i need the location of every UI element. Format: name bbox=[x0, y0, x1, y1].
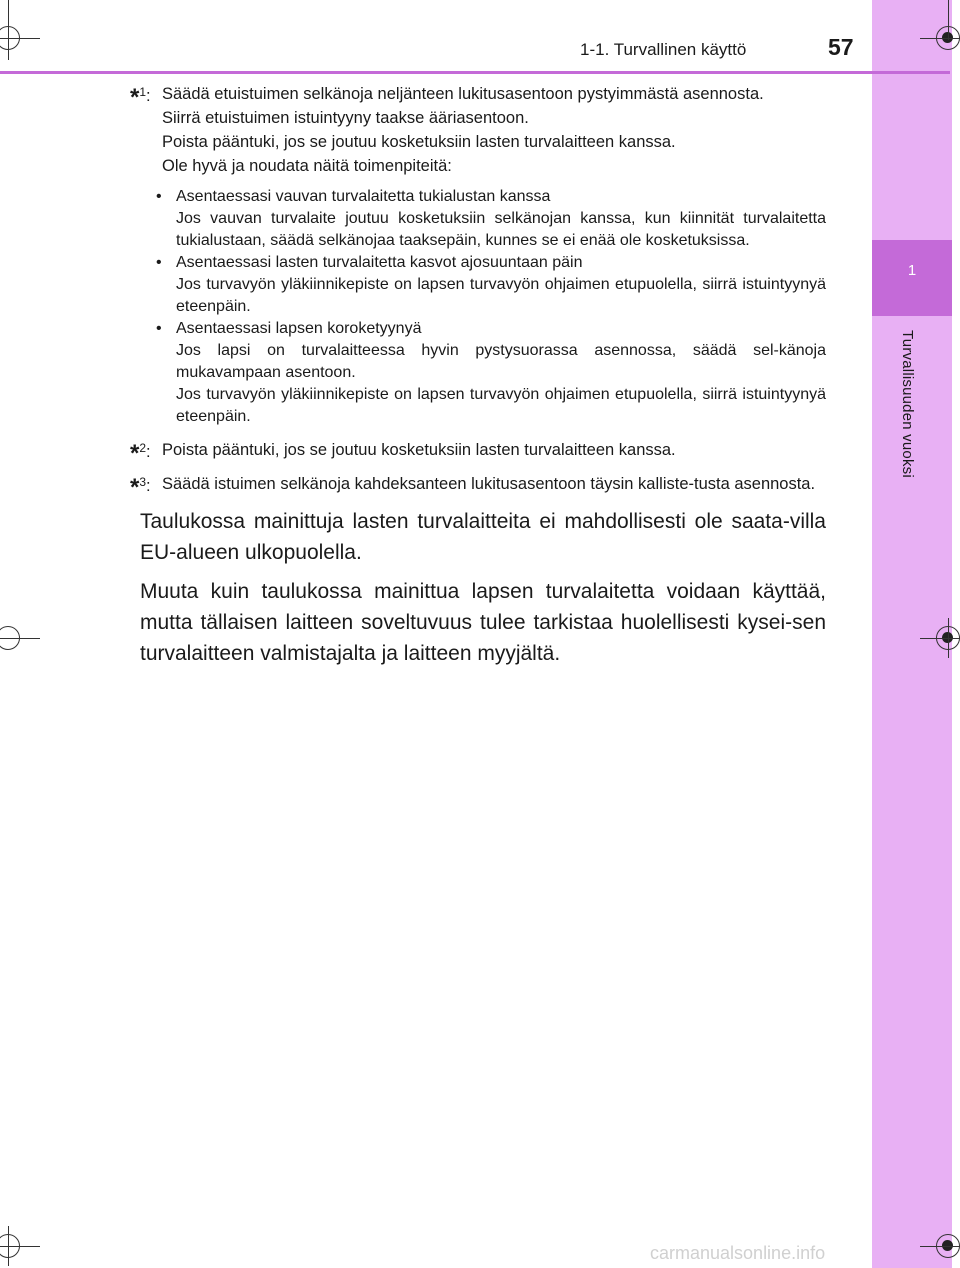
note-text: Poista pääntuki, jos se joutuu kosketuksiin lasten turvalaitteen kanssa. bbox=[162, 133, 676, 151]
footnote-2 bbox=[130, 438, 826, 467]
crop-mark bbox=[0, 1246, 40, 1247]
registration-mark-icon bbox=[0, 26, 20, 50]
crop-mark bbox=[948, 618, 949, 658]
note-text: Säädä istuimen selkänoja kahdeksanteen lukitusasentoon täysin kalliste-tusta asennosta. bbox=[162, 475, 816, 493]
footnote-3 bbox=[130, 472, 826, 501]
page-content bbox=[130, 82, 826, 677]
list-item: • Asentaessasi lapsen koroketyynyä Jos lapsi on turvalaitteessa hyvin pystysuorassa asennossa, säädä sel-känoja mukavampaan asentoon. Jos turvavyön yläkiinnikepiste on lapsen turvavyön ohjaimen etupuolella, siirrä istuintyynyä eteenpäin. bbox=[156, 318, 826, 428]
section-title: 1-1. Turvallinen käyttö bbox=[580, 40, 747, 59]
footnote-marker: *$^2$: bbox=[130, 440, 151, 467]
footnote-1 bbox=[130, 82, 826, 178]
crop-mark bbox=[920, 1246, 960, 1247]
body-paragraph: Taulukossa mainittuja lasten turvalaitteita ei mahdollisesti ole saata-villa EU-alueen ulkopuolella. bbox=[140, 510, 826, 564]
crop-mark bbox=[948, 0, 949, 40]
bullet-list bbox=[130, 186, 826, 428]
body-paragraph: Muuta kuin taulukossa mainittua lapsen turvalaitetta voidaan käyttää, mutta tällaisen laitteen soveltuvuus tulee tarkistaa huolellisesti kysei-sen turvalaitteen valmistajalta ja laitteen myyjältä. bbox=[140, 580, 826, 665]
header-rule bbox=[0, 71, 950, 74]
footnote-marker: *$^3$: bbox=[130, 474, 151, 501]
note-text: Ole hyvä ja noudata näitä toimenpiteitä: bbox=[162, 157, 452, 175]
crop-mark bbox=[8, 1226, 9, 1266]
crop-mark bbox=[920, 638, 960, 639]
note-text: Siirrä etuistuimen istuintyyny taakse ääriasentoon. bbox=[162, 109, 529, 127]
chapter-label: Turvallisuuden vuoksi bbox=[899, 330, 916, 478]
crop-mark bbox=[920, 38, 960, 39]
note-text: Säädä etuistuimen selkänoja neljänteen lukitusasentoon pystyimmästä asennosta. bbox=[162, 85, 764, 103]
footnote-marker: *$^1$: bbox=[130, 84, 151, 111]
watermark: carmanualsonline.info bbox=[650, 1243, 826, 1263]
list-item: • Asentaessasi lasten turvalaitetta kasvot ajosuuntaan päin Jos turvavyön yläkiinnikepiste on lapsen turvavyön ohjaimen etupuolella, siirrä istuintyynyä eteenpäin. bbox=[156, 252, 826, 318]
note-text: Poista pääntuki, jos se joutuu kosketuksiin lasten turvalaitteen kanssa. bbox=[162, 441, 676, 459]
crop-mark bbox=[0, 638, 40, 639]
page-number: 57 bbox=[828, 34, 854, 60]
chapter-number: 1 bbox=[907, 262, 917, 279]
list-item: • Asentaessasi vauvan turvalaitetta tukialustan kanssa Jos vauvan turvalaite joutuu kosketuksiin selkänojan kanssa, kun kiinnität turvalaitetta tukialustaan, säädä selkänojaa taaksepäin, kunnes se ei enää ole kosketuksissa. bbox=[156, 186, 826, 252]
